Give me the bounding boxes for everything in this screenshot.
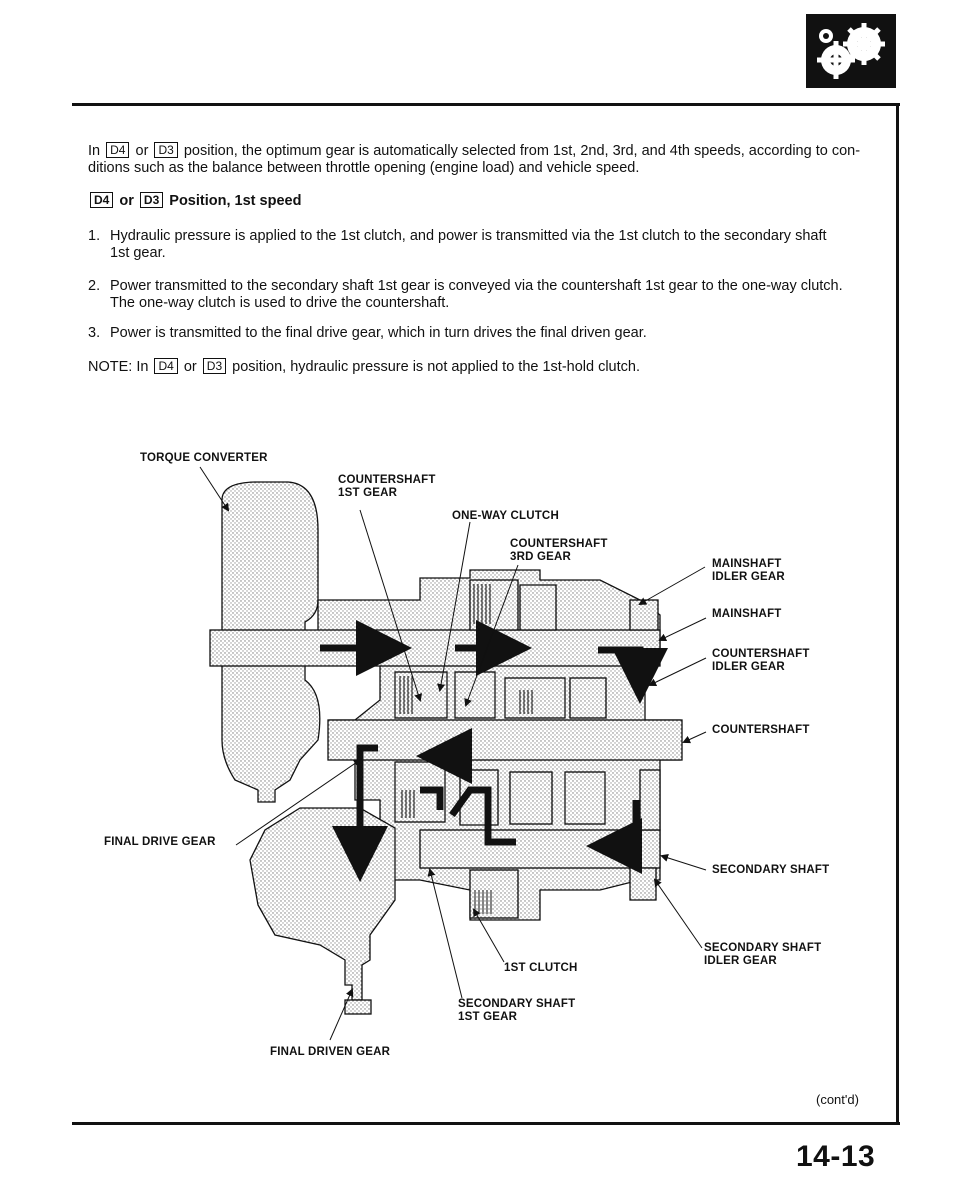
gear-pack [455,672,495,718]
leader-line [200,467,228,510]
leader-line [640,567,705,604]
differential-housing [250,808,395,1000]
gear-pack [510,772,552,824]
label-mainshaft-idler-gear: MAINSHAFT IDLER GEAR [712,558,785,583]
label-countershaft: COUNTERSHAFT [712,724,810,736]
leader-line [330,990,352,1040]
gear-pack [345,1000,371,1014]
leader-line [660,618,706,640]
countershaft [328,720,682,760]
d3-key-badge: D3 [154,142,177,158]
page-number: 14-13 [796,1140,876,1173]
d4-key-badge: D4 [90,192,113,208]
label-final-driven-gear: FINAL DRIVEN GEAR [270,1046,391,1058]
gear-pack [565,772,605,824]
leader-line [430,870,462,998]
gear-pack [470,870,518,918]
leader-line [684,732,706,742]
d4-key-badge: D4 [154,358,177,374]
gear-pack [630,600,658,630]
leader-line [662,856,706,870]
label-one-way-clutch: ONE-WAY CLUTCH [452,510,559,522]
label-torque-converter: TORQUE CONVERTER [140,452,268,464]
gear-pack [520,585,556,630]
label-countershaft-1st-gear: COUNTERSHAFT 1ST GEAR [338,474,436,499]
label-secondary-shaft-idler-gear: SECONDARY SHAFT IDLER GEAR [704,942,822,967]
d3-key-badge: D3 [140,192,163,208]
continued-note: (cont'd) [816,1092,859,1107]
d3-key-badge: D3 [203,358,226,374]
label-secondary-shaft-1st-gear: SECONDARY SHAFT 1ST GEAR [458,998,576,1023]
label-countershaft-idler-gear: COUNTERSHAFT IDLER GEAR [712,648,810,673]
label-mainshaft: MAINSHAFT [712,608,782,620]
step-3: 3. Power is transmitted to the final drive gear, which in turn drives the final driven gear. [88,325,647,341]
gear-pack [570,678,606,718]
intro-paragraph: In D4 or D3 position, the optimum gear is automatically selected from 1st, 2nd, 3rd, and 4th speeds, according to con- ditions such as the balance between throttle opening (engine load) and vehicle speed. [88,143,861,176]
gear-pack [630,868,656,900]
gear-pack [640,770,660,830]
note: NOTE: In D4 or D3 position, hydraulic pressure is not applied to the 1st-hold clutch. [88,359,640,375]
mainshaft [210,630,660,666]
label-countershaft-3rd-gear: COUNTERSHAFT 3RD GEAR [510,538,608,563]
section-heading: D4 or D3 Position, 1st speed [88,192,888,210]
gear-pack [505,678,565,718]
step-1: 1. Hydraulic pressure is applied to the 1st clutch, and power is transmitted via the 1st clutch to the secondary shaft 1st gear. [88,228,827,261]
gear-pack [395,672,447,718]
leader-line [655,880,702,948]
label-final-drive-gear: FINAL DRIVE GEAR [104,836,216,848]
label-secondary-shaft: SECONDARY SHAFT [712,864,830,876]
d4-key-badge: D4 [106,142,129,158]
label-1st-clutch: 1ST CLUTCH [504,962,578,974]
gear-pack [470,580,518,630]
step-2: 2. Power transmitted to the secondary shaft 1st gear is conveyed via the countershaft 1st gear to the one-way clutch. The one-way clutch is used to drive the countershaft. [88,278,843,311]
